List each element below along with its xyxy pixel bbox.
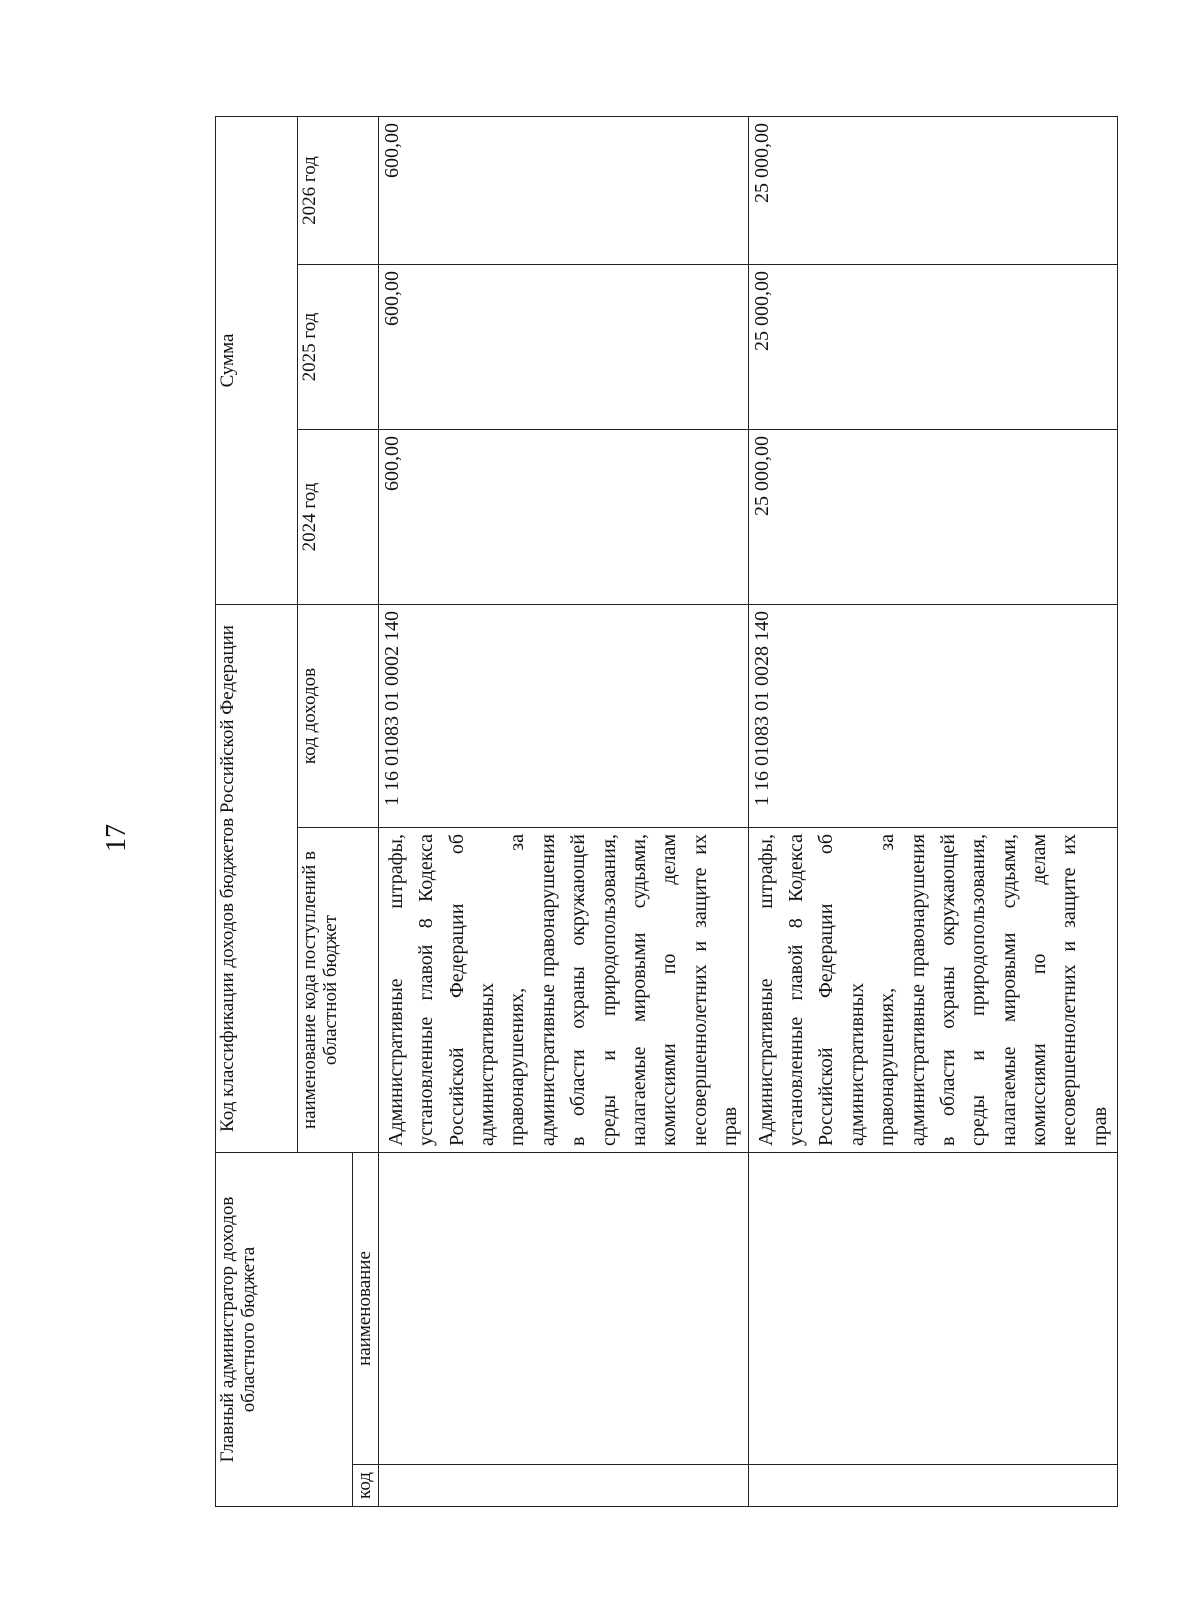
admin-code-cell	[748, 1465, 1118, 1507]
header-row-1	[216, 116, 298, 1506]
amount-2026-cell: 25 000,00	[748, 116, 1118, 264]
amount-2024-cell: 25 000,00	[748, 430, 1118, 605]
header-income-code: код доходов	[298, 605, 379, 828]
header-year-2025: 2025 год	[298, 265, 379, 430]
header-class-group: Код классификации доходов бюджетов Российской Федерации	[216, 605, 298, 1153]
header-admin-group: Главный администратор доходов областного бюджета	[216, 1153, 353, 1507]
admin-code-cell	[378, 1465, 748, 1507]
budget-income-table	[215, 116, 1118, 1507]
header-income-name: наименование кода поступлений в областной бюджет	[298, 828, 379, 1153]
table-row	[748, 116, 1118, 1506]
header-admin-name: наименование	[353, 1153, 379, 1465]
header-year-2024: 2024 год	[298, 430, 379, 605]
admin-name-cell	[378, 1153, 748, 1465]
rotated-table-container	[215, 117, 1111, 1507]
header-year-2026: 2026 год	[298, 116, 379, 264]
amount-2026-cell: 600,00	[378, 116, 748, 264]
income-code-cell: 1 16 01083 01 0002 140	[378, 605, 748, 828]
amount-2025-cell: 25 000,00	[748, 265, 1118, 430]
header-admin-code: код	[353, 1465, 379, 1507]
income-name-cell: Административные штрафы, установленные главой 8 Кодекса Российской Федерации об административных правонарушениях, за административные правонарушения в области охраны окружающей среды и природопользования, налагаемые мировыми судьями, комиссиями по делам несовершеннолетних и защите их прав	[378, 828, 748, 1153]
income-name-cell: Административные штрафы, установленные главой 8 Кодекса Российской Федерации об административных правонарушениях, за административные правонарушения в области охраны окружающей среды и природопользования, налагаемые мировыми судьями, комиссиями по делам несовершеннолетних и защите их прав	[748, 828, 1118, 1153]
page-number: 17	[101, 824, 132, 852]
table-row	[378, 116, 748, 1506]
admin-name-cell	[748, 1153, 1118, 1465]
header-sum-group: Сумма	[216, 116, 298, 604]
amount-2025-cell: 600,00	[378, 265, 748, 430]
amount-2024-cell: 600,00	[378, 430, 748, 605]
income-code-cell: 1 16 01083 01 0028 140	[748, 605, 1118, 828]
